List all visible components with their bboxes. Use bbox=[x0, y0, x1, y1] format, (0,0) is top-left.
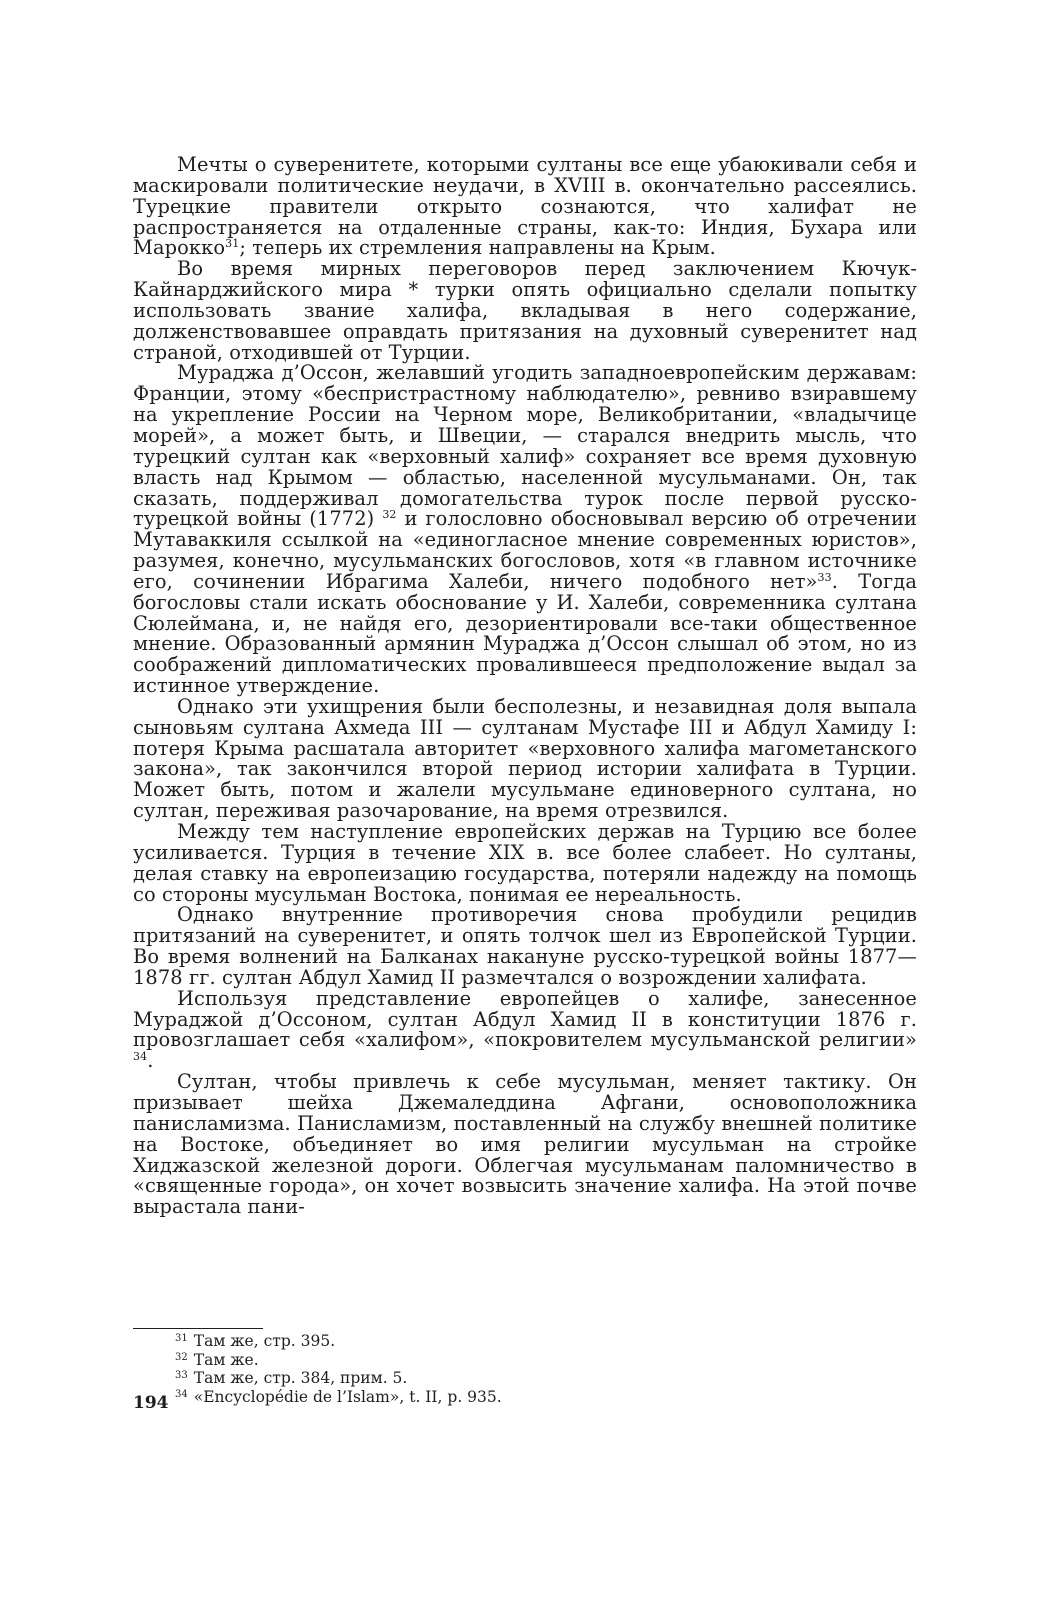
paragraph: Между тем наступление европейских держав на Турцию все более усиливается. Турция в течение XIX в. все более слабеет. Но султаны, делая ставку на европеизацию государства, потеряли надежду на помощь со стороны мусульман Востока, понимая ее нереальность. bbox=[133, 820, 917, 906]
footnote-number: 32 bbox=[175, 1351, 188, 1363]
footnote-text: Там же, стр. 395. bbox=[193, 1332, 336, 1350]
footnote-text: Там же, стр. 384, прим. 5. bbox=[193, 1369, 408, 1388]
footnote bbox=[175, 1368, 875, 1387]
paragraph: Мураджа д’Оссон, желавший угодить западноевропейским державам: Франции, этому «беспристрастному наблюдателю», ревниво взиравшему на укрепление России на Черном море, Великобритании, «владычице морей», а может быть, и Швеции, — старался внедрить мысль, что турецкий султан как «верховный халиф» сохраняет все время духовную власть над Крымом — областью, населенной мусульманами. Он, так сказать, поддерживал домогательства турок после первой русско-турецкой войны (1772) $^{32}$ и голословно обосновывал версию об отречении Мутаваккиля ссылкой на «единогласное мнение современных юристов», разумея, конечно, мусульманских богословов, хотя «в главном источнике его, сочинении Ибрагима Халеби, ничего подобного нет»$^{33}$. Тогда богословы стали искать обоснование у И. Халеби, современника султана Сюлеймана, и, не найдя его, дезориентировали все-таки общественное мнение. Образованный армянин Мураджа д’Оссон слышал об этом, но из соображений дипломатических провалившееся предположение выдал за истинное утверждение. bbox=[133, 361, 917, 698]
footnote-number: 33 bbox=[175, 1370, 188, 1382]
paragraph: Во время мирных переговоров перед заключением Кючук-Кайнарджийского мира * турки опять официально сделали попытку использовать звание халифа, вкладывая в него содержание, долженствовавшее оправдать притязания на духовный суверенитет над страной, отходившей от Турции. bbox=[133, 257, 917, 364]
footnote bbox=[175, 1350, 875, 1369]
footnote-text: «Encyclopédie de l’Islam», t. II, p. 935. bbox=[193, 1387, 502, 1406]
main-text bbox=[133, 155, 917, 1218]
page-number: 194 bbox=[133, 1393, 169, 1413]
footnote-text: Там же. bbox=[193, 1350, 259, 1369]
footnote-number: 31 bbox=[175, 1333, 188, 1344]
footnote-ref: 34 bbox=[133, 1050, 148, 1064]
paragraph: Однако внутренние противоречия снова пробудили рецидив притязаний на суверенитет, и опять толчок шел из Европейской Турции. Во время волнений на Балканах накануне русско-турецкой войны 1877—1878 гг. султан Абдул Хамид II размечтался о возрождении халифата. bbox=[133, 903, 917, 989]
paragraph: Однако эти ухищрения были бесполезны, и незавидная доля выпала сыновьям султана Ахмеда III — султанам Мустафе III и Абдул Хамиду I: потеря Крыма расшатала авторитет «верховного халифа магометанского закона», так закончился второй период истории халифата в Турции. Может быть, потом и жалели мусульмане единоверного султана, но султан, переживая разочарование, на время отрезвился. bbox=[133, 694, 917, 823]
footnote bbox=[175, 1331, 875, 1350]
footnote bbox=[175, 1387, 875, 1406]
footnote-divider bbox=[133, 1328, 263, 1329]
paragraph: Мечты о суверенитете, которыми султаны все еще убаюкивали себя и маскировали политические неудачи, в XVIII в. окончательно рассеялись. Турецкие правители открыто сознаются, что халифат не распространяется на отдаленные страны, как-то: Индия, Бухара или Марокко$^{31}$; теперь их стремления направлены на Крым. bbox=[133, 153, 917, 260]
footnotes bbox=[175, 1331, 875, 1405]
footnote-ref: 31 bbox=[225, 237, 240, 251]
paragraph: Султан, чтобы привлечь к себе мусульман, меняет тактику. Он призывает шейха Джемаледдина Афгани, основоположника панисламизма. Панисламизм, поставленный на службу внешней политике на Востоке, объединяет во имя религии мусульман на стройке Хиджазской железной дороги. Облегчая мусульманам паломничество в «священные города», он хочет возвысить значение халифа. На этой почве вырастала пани- bbox=[133, 1070, 917, 1219]
footnote-ref: 33 bbox=[817, 570, 832, 584]
paragraph: Используя представление европейцев о халифе, занесенное Мураджой д’Оссоном, султан Абдул Хамид II в конституции 1876 г. провозглашает себя «халифом», «покровителем мусульманской религии» $^{34}$. bbox=[133, 986, 917, 1073]
footnote-ref: 32 bbox=[382, 508, 397, 522]
footnote-number: 34 bbox=[175, 1388, 188, 1400]
